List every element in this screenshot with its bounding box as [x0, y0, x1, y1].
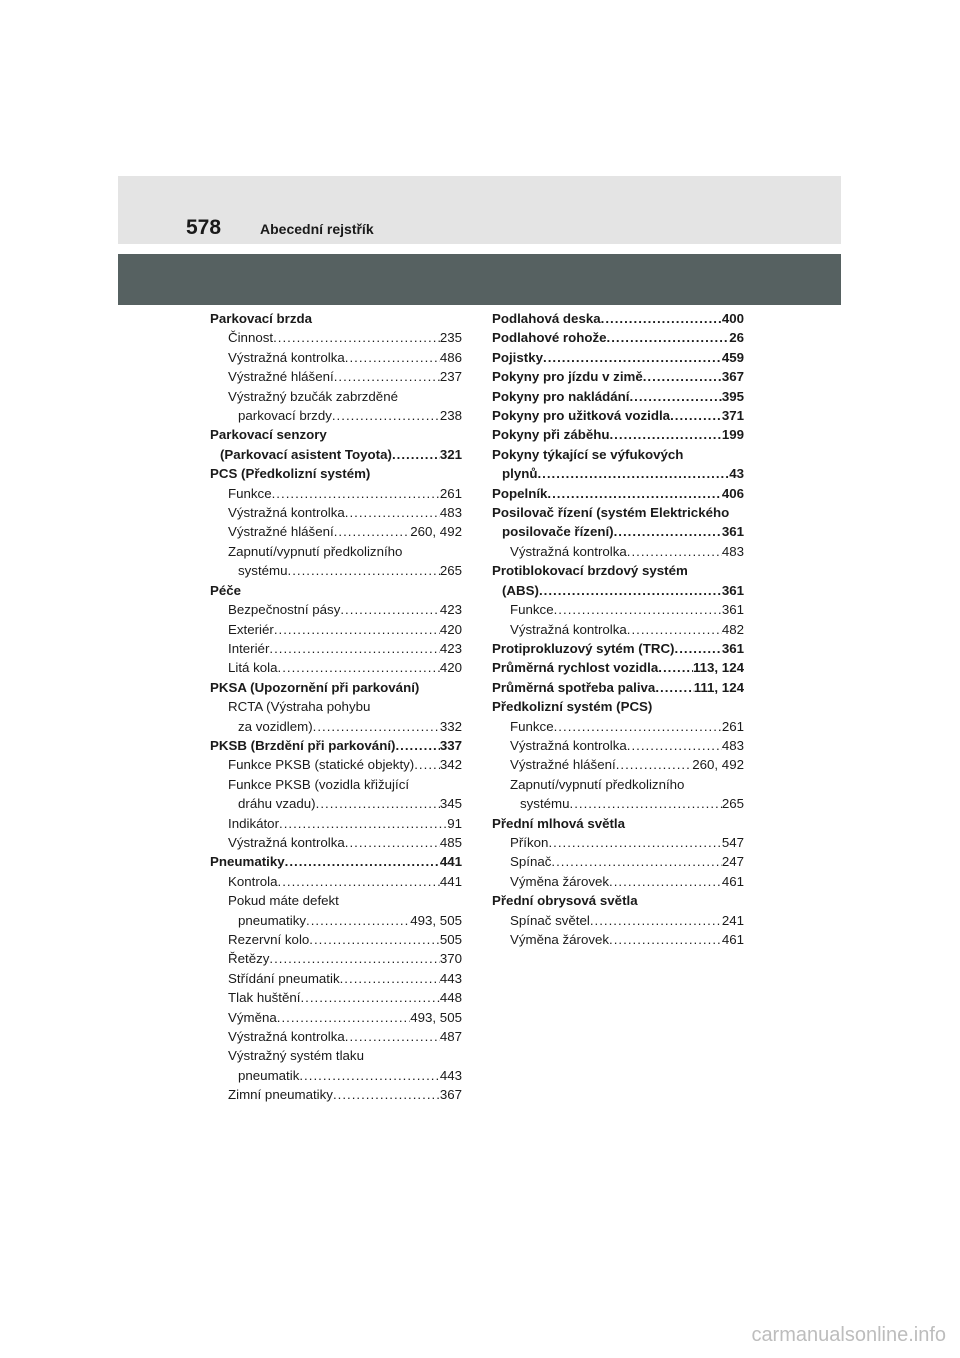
index-entry-page: 261 [721, 718, 744, 734]
index-entry-label: Předkolizní systém (PCS) [492, 699, 653, 715]
index-entry [210, 542, 462, 561]
index-entry-label: Funkce PKSB (statické objekty) [228, 757, 415, 773]
index-entry [210, 794, 462, 813]
leader-dots [551, 852, 721, 871]
index-entry-label: PCS (Předkolizní systém) [210, 466, 371, 482]
index-entry [210, 911, 462, 930]
index-entry-page: 487 [439, 1029, 462, 1045]
index-entry-page: 443 [439, 1067, 462, 1083]
index-entry-label: Zapnutí/vypnutí předkolizního [510, 776, 685, 792]
index-entry-page: 505 [439, 932, 462, 947]
index-entry-label: pneumatik [238, 1067, 300, 1083]
leader-dots [629, 387, 721, 406]
leader-dots [627, 542, 722, 561]
index-entry-label: posilovače řízení) [502, 524, 614, 540]
index-entry [210, 697, 462, 716]
leader-dots [269, 949, 439, 968]
index-entry-label: PKSA (Upozornění při parkování) [210, 679, 420, 695]
page-number: 578 [186, 216, 222, 239]
index-entry [492, 930, 744, 949]
index-entry-page: 443 [439, 970, 462, 986]
index-entry [210, 406, 462, 425]
leader-dots [643, 367, 722, 386]
index-entry-label: Podlahové rohože [492, 330, 607, 346]
index-entry [492, 717, 744, 736]
index-entry-page: 483 [721, 543, 744, 559]
index-entry [210, 678, 462, 697]
index-entry [210, 736, 462, 755]
index-entry-page: 493, 505 [410, 912, 462, 928]
leader-dots [269, 639, 439, 658]
leader-dots [395, 736, 439, 755]
index-entry-label: dráhu vzadu) [238, 796, 316, 812]
index-entry-label: (ABS) [502, 582, 539, 598]
leader-dots [278, 658, 440, 677]
index-entry-label: PKSB (Brzdění při parkování) [210, 737, 396, 753]
index-entry-label: plynů [502, 466, 538, 482]
index-entry-label: Rezervní kolo [228, 932, 310, 947]
index-entry-label: Střídání pneumatik [228, 970, 340, 986]
leader-dots [333, 1085, 440, 1104]
index-entry-label: RCTA (Výstraha pohybu [228, 699, 371, 715]
index-entry [210, 891, 462, 910]
index-entry [210, 988, 462, 1007]
index-entry-label: Výměna žárovek [510, 932, 610, 947]
index-entry-page: 113, 124 [692, 660, 744, 676]
index-entry-label: Výstražné hlášení [228, 524, 334, 540]
index-entry [210, 561, 462, 580]
index-entry [210, 581, 462, 600]
index-entry-label: Výstražná kontrolka [228, 505, 345, 521]
index-entry-label: systému [520, 796, 570, 812]
index-entry [492, 678, 744, 697]
index-entry-page: 345 [439, 796, 462, 812]
index-entry [210, 852, 462, 871]
index-entry-page: 265 [439, 563, 462, 579]
leader-dots [313, 717, 440, 736]
index-entry-label: Spínač [510, 854, 552, 870]
index-entry-label: za vozidlem) [238, 718, 313, 734]
leader-dots [332, 406, 440, 425]
leader-dots [609, 425, 721, 444]
index-entry-label: Výstražná kontrolka [510, 737, 627, 753]
index-entry [492, 736, 744, 755]
index-entry [210, 639, 462, 658]
index-entry-page: 461 [721, 873, 744, 889]
index-entry-label: pneumatiky [238, 912, 306, 928]
leader-dots [316, 794, 440, 813]
index-entry-page: 483 [721, 737, 744, 753]
leader-dots [543, 348, 722, 367]
index-entry-label: Výstražná kontrolka [228, 349, 345, 365]
index-entry [210, 833, 462, 852]
index-entry-label: Pokyny týkající se výfukových [492, 446, 684, 462]
index-entry-page: 26 [729, 330, 744, 346]
index-entry-page: 361 [721, 524, 744, 540]
index-entry [492, 348, 744, 367]
index-entry-label: Funkce [510, 718, 554, 734]
index-entry-page: 332 [439, 718, 462, 734]
index-entry-page: 400 [721, 311, 744, 326]
leader-dots [345, 503, 440, 522]
index-entry [210, 464, 462, 483]
index-entry-page: 265 [721, 796, 744, 812]
index-entry [492, 794, 744, 813]
index-entry-label: Péče [210, 582, 242, 598]
index-entry-label: Přední obrysová světla [492, 893, 638, 909]
index-entry-page: 483 [439, 505, 462, 521]
index-entry-page: 247 [721, 854, 744, 870]
leader-dots [537, 464, 729, 483]
leader-dots [285, 852, 440, 871]
leader-dots [300, 988, 439, 1007]
index-entry-page: 448 [439, 990, 462, 1006]
index-entry-page: 235 [439, 330, 462, 346]
index-entry-page: 260, 492 [692, 757, 744, 773]
index-entry [492, 891, 744, 910]
index-entry [492, 620, 744, 639]
index-entry [492, 872, 744, 891]
index-entry [210, 1008, 462, 1027]
leader-dots [345, 833, 440, 852]
index-entry-page: 237 [439, 369, 462, 385]
index-entry-page: 547 [721, 834, 744, 850]
index-entry [210, 755, 462, 774]
leader-dots [273, 328, 440, 347]
watermark: carmanualsonline.info [751, 1324, 946, 1346]
index-entry [492, 522, 744, 541]
index-entry-page: 423 [439, 602, 462, 618]
index-entry-page: 441 [439, 854, 462, 870]
index-entry-label: Interiér [228, 640, 270, 656]
index-entry-page: 361 [721, 602, 744, 618]
index-entry-label: Přední mlhová světla [492, 815, 626, 831]
index-entry [492, 406, 744, 425]
index-entry [492, 387, 744, 406]
index-entry-page: 241 [721, 912, 744, 928]
index-entry-page: 361 [721, 582, 744, 598]
leader-dots [548, 833, 721, 852]
index-entry-label: Výstražné hlášení [510, 757, 616, 773]
leader-dots [601, 309, 722, 328]
index-entry-label: Popelník [492, 485, 548, 501]
leader-dots [334, 522, 411, 541]
index-column-left [210, 309, 462, 1105]
index-entry [210, 658, 462, 677]
index-column-right [492, 309, 744, 949]
leader-dots [340, 600, 439, 619]
leader-dots [609, 872, 722, 891]
index-entry [210, 1085, 462, 1104]
leader-dots [334, 367, 440, 386]
index-entry-label: Výměna [228, 1009, 277, 1025]
leader-dots [288, 561, 440, 580]
leader-dots [547, 484, 721, 503]
index-entry [210, 1027, 462, 1046]
leader-dots [309, 930, 440, 949]
index-entry-label: Průměrná rychlost vozidla [492, 660, 659, 676]
index-entry [492, 503, 744, 522]
leader-dots [607, 328, 730, 347]
index-entry-label: Řetězy [228, 951, 270, 967]
leader-dots [272, 484, 440, 503]
index-entry-label: Funkce [228, 485, 272, 501]
index-entry [210, 367, 462, 386]
index-entry [210, 620, 462, 639]
index-entry-page: 43 [729, 466, 744, 482]
index-entry [492, 561, 744, 580]
leader-dots [627, 736, 722, 755]
leader-dots [414, 755, 440, 774]
index-entry-label: Funkce PKSB (vozidla křižující [228, 776, 410, 792]
leader-dots [274, 620, 440, 639]
index-entry-label: systému [238, 563, 288, 579]
leader-dots [609, 930, 722, 949]
leader-dots [345, 348, 440, 367]
index-entry [210, 600, 462, 619]
index-entry-label: Výstražná kontrolka [510, 543, 627, 559]
index-entry-label: Výstražný systém tlaku [228, 1048, 364, 1064]
header-dark-band [118, 254, 841, 305]
index-entry-label: Výstražná kontrolka [228, 1029, 345, 1045]
index-entry [210, 814, 462, 833]
index-entry-page: 367 [721, 369, 744, 385]
index-entry-label: Bezpečnostní pásy [228, 602, 341, 618]
index-entry-page: 461 [721, 932, 744, 947]
index-entry-label: parkovací brzdy [238, 408, 332, 424]
index-entry [492, 581, 744, 600]
index-entry [210, 503, 462, 522]
leader-dots [278, 872, 440, 891]
leader-dots [306, 911, 410, 930]
index-entry [210, 872, 462, 891]
index-entry-page: 111, 124 [693, 679, 744, 695]
index-entry-page: 337 [439, 737, 462, 753]
index-entry-label: Pokyny při záběhu [492, 427, 610, 443]
index-entry-page: 420 [439, 621, 462, 637]
index-entry [210, 717, 462, 736]
index-entry-page: 395 [721, 388, 744, 404]
index-entry [210, 328, 462, 347]
index-entry-page: 486 [439, 349, 462, 365]
leader-dots [658, 658, 693, 677]
index-entry [492, 600, 744, 619]
leader-dots [340, 969, 440, 988]
index-entry-page: 493, 505 [410, 1009, 462, 1025]
index-entry-label: Pneumatiky [210, 854, 285, 870]
leader-dots [655, 678, 693, 697]
index-entry-label: Podlahová deska [492, 311, 601, 326]
index-entry-label: Posilovač řízení (systém Elektrického [492, 505, 730, 521]
index-entry [210, 1046, 462, 1065]
leader-dots [554, 600, 722, 619]
leader-dots [277, 1008, 410, 1027]
index-entry-page: 485 [439, 834, 462, 850]
leader-dots [614, 522, 722, 541]
index-entry [210, 775, 462, 794]
index-entry-page: 370 [439, 951, 462, 967]
leader-dots [670, 406, 722, 425]
index-entry [492, 367, 744, 386]
index-entry-label: Protiblokovací brzdový systém [492, 563, 688, 579]
index-entry-page: 199 [721, 427, 744, 443]
index-entry-page: 482 [721, 621, 744, 637]
index-entry-page: 238 [439, 408, 462, 424]
index-entry-label: Parkovací brzda [210, 311, 312, 326]
index-entry [492, 814, 744, 833]
leader-dots [616, 755, 693, 774]
index-entry [492, 755, 744, 774]
index-entry-page: 406 [721, 485, 744, 501]
index-entry-page: 342 [439, 757, 462, 773]
index-entry-page: 420 [439, 660, 462, 676]
index-entry [492, 464, 744, 483]
index-entry [210, 949, 462, 968]
index-entry [492, 911, 744, 930]
section-title: Abecední rejstřík [260, 221, 374, 237]
index-entry-label: Pojistky [492, 349, 543, 365]
index-entry-label: Příkon [510, 834, 549, 850]
index-entry-label: Výstražný bzučák zabrzděné [228, 388, 398, 404]
index-entry-label: Exteriér [228, 621, 274, 637]
index-entry-label: Výměna žárovek [510, 873, 610, 889]
leader-dots [279, 814, 447, 833]
index-entry-page: 260, 492 [410, 524, 462, 540]
index-entry [210, 309, 462, 328]
index-entry-label: Litá kola [228, 660, 278, 676]
index-entry [492, 697, 744, 716]
index-entry-label: Protiprokluzový sytém (TRC) [492, 640, 675, 656]
index-entry [210, 522, 462, 541]
index-entry-label: Zimní pneumatiky [228, 1087, 333, 1103]
index-entry-label: Pokyny pro nakládání [492, 388, 630, 404]
index-entry [210, 930, 462, 949]
index-entry-label: Činnost [228, 330, 274, 346]
leader-dots [392, 445, 440, 464]
leader-dots [299, 1066, 439, 1085]
index-entry [492, 775, 744, 794]
index-entry-label: Pokyny pro užitková vozidla [492, 408, 671, 424]
leader-dots [675, 639, 722, 658]
index-entry [210, 969, 462, 988]
index-entry [210, 348, 462, 367]
index-entry-label: Zapnutí/vypnutí předkolizního [228, 543, 403, 559]
index-entry-page: 261 [439, 485, 462, 501]
index-entry-label: Kontrola [228, 873, 278, 889]
index-entry-page: 459 [721, 349, 744, 365]
index-entry-page: 371 [721, 408, 744, 424]
index-entry [210, 484, 462, 503]
index-entry-label: Tlak huštění [228, 990, 301, 1006]
index-entry [492, 425, 744, 444]
leader-dots [627, 620, 722, 639]
index-entry [492, 852, 744, 871]
index-entry [492, 833, 744, 852]
index-entry-page: 321 [439, 446, 462, 462]
index-entry [492, 328, 744, 347]
index-entry-label: Spínač světel [510, 912, 590, 928]
index-entry-label: (Parkovací asistent Toyota) [220, 446, 392, 462]
leader-dots [345, 1027, 440, 1046]
index-entry-label: Výstražná kontrolka [510, 621, 627, 637]
index-entry-page: 367 [439, 1087, 462, 1103]
index-entry-label: Průměrná spotřeba paliva [492, 679, 656, 695]
index-entry [492, 639, 744, 658]
index-entry [210, 425, 462, 444]
index-entry [492, 658, 744, 677]
index-entry [492, 542, 744, 561]
index-entry-label: Výstražné hlášení [228, 369, 334, 385]
index-entry [210, 387, 462, 406]
index-entry [492, 484, 744, 503]
leader-dots [590, 911, 722, 930]
index-entry-label: Pokud máte defekt [228, 893, 339, 909]
index-entry [492, 445, 744, 464]
leader-dots [570, 794, 722, 813]
index-entry [492, 309, 744, 328]
index-entry-label: Indikátor [228, 815, 279, 831]
index-entry-label: Výstražná kontrolka [228, 834, 345, 850]
index-entry-page: 441 [439, 873, 462, 889]
index-entry-page: 91 [447, 815, 462, 831]
index-entry-label: Parkovací senzory [210, 427, 327, 443]
index-entry [210, 445, 462, 464]
index-entry-page: 361 [721, 640, 744, 656]
index-entry-page: 423 [439, 640, 462, 656]
index-entry-label: Funkce [510, 602, 554, 618]
header-band [118, 176, 841, 244]
leader-dots [554, 717, 722, 736]
leader-dots [539, 581, 722, 600]
index-entry-label: Pokyny pro jízdu v zimě [492, 369, 643, 385]
index-entry [210, 1066, 462, 1085]
